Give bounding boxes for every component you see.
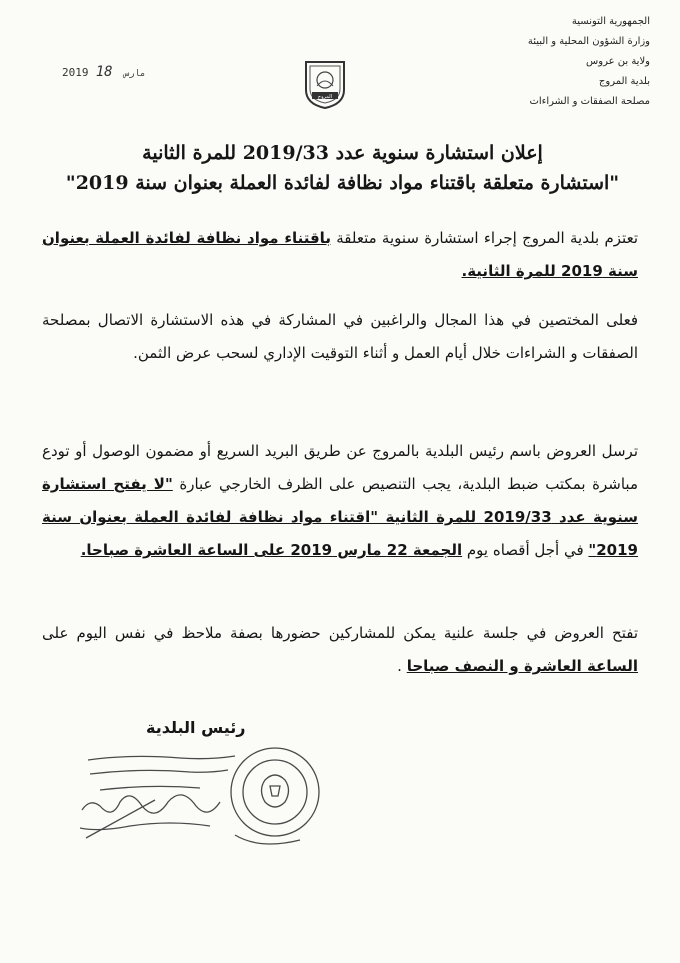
- intro-underlined: باقتناء مواد نظافة لفائدة العملة بعنوان سنة 2019 للمرة الثانية.: [42, 229, 638, 280]
- opening-time: الساعة العاشرة و النصف صباحا: [406, 657, 638, 675]
- submission-deadline-text: في أجل أقصاه يوم: [462, 541, 589, 559]
- submission-deadline-date: الجمعة 22 مارس 2019 على الساعة العاشرة صباحا.: [80, 541, 463, 559]
- letterhead-country: الجمهورية التونسية: [571, 16, 650, 27]
- opening-text: تفتح العروض في جلسة علنية يمكن للمشاركين حضورها بصفة ملاحظ في نفس اليوم على: [42, 624, 638, 642]
- date-stamp: [62, 64, 150, 80]
- date-year: 2019: [62, 66, 89, 79]
- letterhead-governorate: ولاية بن عروس: [586, 56, 650, 67]
- paragraph-intro: [42, 222, 638, 288]
- contact-text: فعلى المختصين في هذا المجال والراغبين في المشاركة في هذه الاستشارة الاتصال بمصلحة الصفقات و الشراءات خلال أيام العمل و أثناء التوقيت الإداري لسحب عرض الثمن.: [42, 311, 638, 362]
- paragraph-submission: [42, 435, 638, 567]
- paragraph-contact: [42, 304, 638, 370]
- announcement-subtitle: "استشارة متعلقة باقتناء مواد نظافة لفائدة العملة بعنوان سنة 2019": [65, 172, 620, 194]
- date-day: 18: [95, 64, 113, 80]
- emblem-label: المروج: [317, 94, 333, 100]
- municipality-emblem-icon: [300, 56, 350, 110]
- letterhead-department: مصلحة الصفقات و الشراءات: [529, 96, 650, 107]
- intro-text: تعتزم بلدية المروج إجراء استشارة سنوية متعلقة: [330, 229, 638, 247]
- date-month: مارس: [123, 69, 146, 79]
- signature-title: رئيس البلدية: [146, 718, 246, 737]
- paragraph-opening: [42, 617, 638, 683]
- announcement-title: إعلان استشارة سنوية عدد 2019/33 للمرة الثانية: [142, 142, 543, 164]
- submission-text: ترسل العروض باسم رئيس البلدية بالمروج عن طريق البريد السريع أو مضمون الوصول أو تودع مباشرة بمكتب ضبط البلدية، يجب التنصيص على الظرف الخارجي عبارة: [42, 442, 638, 493]
- letterhead: [460, 12, 650, 112]
- letterhead-ministry: وزارة الشؤون المحلية و البيئة: [527, 36, 650, 47]
- submission-envelope-phrase: "لا يفتح استشارة سنوية عدد 2019/33 للمرة الثانية "اقتناء مواد نظافة لفائدة العملة بعنوان سنة 2019": [42, 475, 638, 559]
- opening-end: .: [397, 657, 407, 675]
- letterhead-municipality: بلدية المروج: [598, 76, 650, 87]
- official-stamp-signature-icon: [60, 740, 330, 860]
